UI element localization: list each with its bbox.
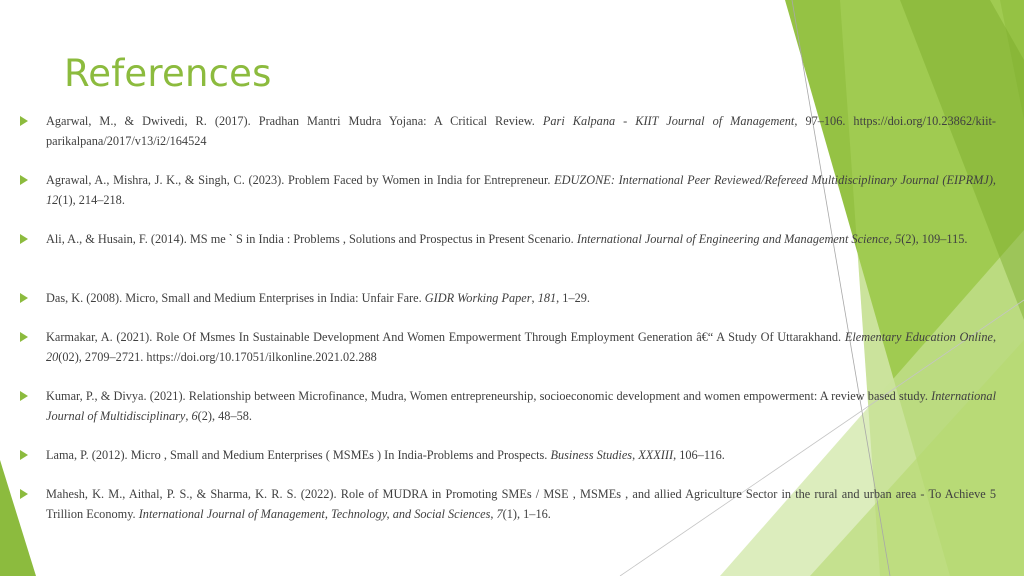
reference-item: Das, K. (2008). Micro, Small and Medium Enterprises in India: Unfair Fare. GIDR Working Paper, 181, 1–29. xyxy=(46,291,590,305)
reference-item: Ali, A., & Husain, F. (2014). MS me ` S in India : Problems , Solutions and Prospectus in Present Scenario. International Journal of Engineering and Management Science, 5(2), 109–115. xyxy=(46,232,968,246)
bullet-icon xyxy=(20,391,28,401)
reference-item: Mahesh, K. M., Aithal, P. S., & Sharma, K. R. S. (2022). Role of MUDRA in Promoting SMEs / MSE , MSMEs , and allied Agriculture Sector in the rural and urban area - To Achieve 5 Trillion Economy. International Journal of Management, Technology, and Social Sciences, 7(1), 1–16. xyxy=(46,487,996,521)
bullet-icon xyxy=(20,293,28,303)
bullet-icon xyxy=(20,116,28,126)
bullet-icon xyxy=(20,234,28,244)
reference-item: Karmakar, A. (2021). Role Of Msmes In Sustainable Development And Women Empowerment Through Employment Generation â€“ A Study Of Uttarakhand. Elementary Education Online, 20(02), 2709–2721. https://doi.org/10.17051/ilkonline.2021.02.288 xyxy=(46,330,997,364)
bullet-icon xyxy=(20,450,28,460)
reference-item: Agrawal, A., Mishra, J. K., & Singh, C. (2023). Problem Faced by Women in India for Entrepreneur. EDUZONE: International Peer Reviewed/Refereed Multidisciplinary Journal (EIPRMJ), 12(1), 214–218. xyxy=(46,173,996,207)
reference-item: Lama, P. (2012). Micro , Small and Medium Enterprises ( MSMEs ) In India-Problems and Prospects. Business Studies, XXXIII, 106–116. xyxy=(46,448,725,462)
reference-item: Kumar, P., & Divya. (2021). Relationship between Microfinance, Mudra, Women entrepreneurship, socioeconomic development and women empowerment: A review based study. International Journal of Multidisciplinary, 6(2), 48–58. xyxy=(46,389,996,423)
bullet-icon xyxy=(20,489,28,499)
bullet-icon xyxy=(20,332,28,342)
reference-item: Agarwal, M., & Dwivedi, R. (2017). Pradhan Mantri Mudra Yojana: A Critical Review. Pari Kalpana - KIIT Journal of Management, 97–106. https://doi.org/10.23862/kiit-parikalpana/2017/v13/i2/164524 xyxy=(46,114,996,148)
page-title: References xyxy=(64,52,272,95)
bullet-icon xyxy=(20,175,28,185)
